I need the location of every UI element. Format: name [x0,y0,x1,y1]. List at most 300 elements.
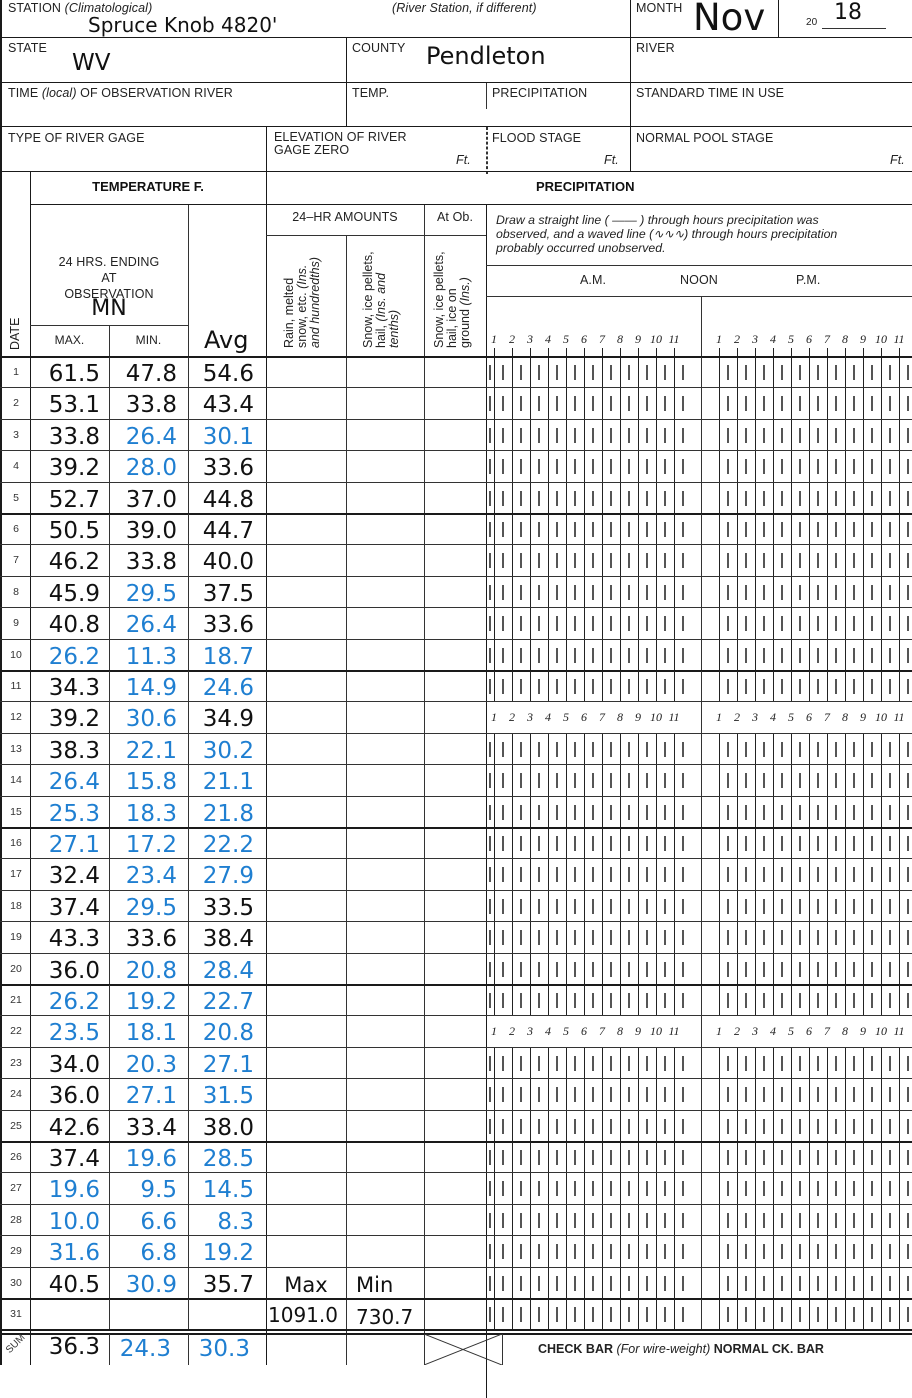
hour-cell-mark[interactable] [538,1119,540,1134]
hour-cell-mark[interactable] [889,679,891,694]
hour-cell-mark[interactable] [502,993,504,1008]
hour-cell-mark[interactable] [745,1276,747,1291]
hour-cell-mark[interactable] [907,428,909,443]
hour-cell-mark[interactable] [763,1150,765,1165]
hour-cell-mark[interactable] [664,1181,666,1196]
row-min-value[interactable]: 30.6 [125,706,177,733]
hour-cell-mark[interactable] [682,773,684,788]
hour-cell-mark[interactable] [817,459,819,474]
hour-cell-mark[interactable] [853,1056,855,1071]
hour-cell-mark[interactable] [853,836,855,851]
hour-cell-mark[interactable] [520,648,522,663]
hour-cell-mark[interactable] [727,1119,729,1134]
hour-cell-mark[interactable] [889,805,891,820]
hour-cell-mark[interactable] [682,396,684,411]
row-max-value[interactable]: 40.5 [48,1271,100,1298]
hour-cell-mark[interactable] [556,993,558,1008]
hour-cell-mark[interactable] [664,899,666,914]
hour-cell-mark[interactable] [520,459,522,474]
hour-cell-mark[interactable] [781,365,783,380]
observation-time-value[interactable]: MN [91,296,127,321]
hour-cell-mark[interactable] [745,428,747,443]
row-avg-value[interactable]: 14.5 [202,1177,254,1204]
row-min-value[interactable]: 29.5 [125,580,177,607]
hour-cell-mark[interactable] [574,993,576,1008]
hour-cell-mark[interactable] [682,1087,684,1102]
hour-cell-mark[interactable] [610,459,612,474]
hour-cell-mark[interactable] [538,962,540,977]
hour-cell-mark[interactable] [610,930,612,945]
hour-cell-mark[interactable] [489,459,491,474]
hour-cell-mark[interactable] [745,522,747,537]
hour-cell-mark[interactable] [664,553,666,568]
hour-cell-mark[interactable] [682,679,684,694]
hour-cell-mark[interactable] [781,1150,783,1165]
row-avg-value[interactable]: 19.2 [202,1240,254,1267]
hour-cell-mark[interactable] [592,679,594,694]
hour-cell-mark[interactable] [574,396,576,411]
hour-cell-mark[interactable] [592,742,594,757]
hour-cell-mark[interactable] [610,1181,612,1196]
hour-cell-mark[interactable] [682,648,684,663]
hour-cell-mark[interactable] [592,648,594,663]
row-avg-value[interactable]: 28.5 [202,1146,254,1172]
row-avg-value[interactable]: 28.4 [202,957,254,984]
hour-cell-mark[interactable] [556,836,558,851]
hour-cell-mark[interactable] [520,365,522,380]
hour-cell-mark[interactable] [763,585,765,600]
hour-cell-mark[interactable] [763,1244,765,1259]
hour-cell-mark[interactable] [646,648,648,663]
row-max-value[interactable]: 33.8 [48,423,100,450]
hour-cell-mark[interactable] [502,930,504,945]
hour-cell-mark[interactable] [907,616,909,631]
hour-cell-mark[interactable] [799,616,801,631]
hour-cell-mark[interactable] [835,522,837,537]
hour-cell-mark[interactable] [610,1119,612,1134]
hour-cell-mark[interactable] [610,365,612,380]
row-avg-value[interactable]: 24.6 [202,675,254,701]
row-max-value[interactable]: 36.0 [48,1083,100,1110]
hour-cell-mark[interactable] [646,867,648,882]
hour-cell-mark[interactable] [489,930,491,945]
row-avg-value[interactable]: 33.6 [202,455,254,482]
hour-cell-mark[interactable] [592,836,594,851]
hour-cell-mark[interactable] [907,1150,909,1165]
hour-cell-mark[interactable] [489,1244,491,1259]
hour-cell-mark[interactable] [502,1213,504,1228]
row-max-value[interactable]: 37.4 [48,894,100,921]
hour-cell-mark[interactable] [871,1213,873,1228]
hour-cell-mark[interactable] [592,1307,594,1322]
row-max-value[interactable]: 39.2 [48,706,100,733]
hour-cell-mark[interactable] [610,522,612,537]
hour-cell-mark[interactable] [682,867,684,882]
hour-cell-mark[interactable] [799,679,801,694]
hour-cell-mark[interactable] [889,930,891,945]
hour-cell-mark[interactable] [889,459,891,474]
hour-cell-mark[interactable] [520,930,522,945]
year-value[interactable]: 18 [834,0,862,25]
hour-cell-mark[interactable] [763,993,765,1008]
hour-cell-mark[interactable] [664,679,666,694]
row-min-value[interactable]: 18.1 [125,1020,177,1047]
hour-cell-mark[interactable] [682,1150,684,1165]
row-min-value[interactable]: 26.4 [125,423,177,450]
hour-cell-mark[interactable] [574,1276,576,1291]
row-avg-value[interactable]: 21.1 [202,769,254,796]
hour-cell-mark[interactable] [799,773,801,788]
hour-cell-mark[interactable] [628,930,630,945]
hour-cell-mark[interactable] [907,459,909,474]
hour-cell-mark[interactable] [907,365,909,380]
hour-cell-mark[interactable] [610,679,612,694]
hour-cell-mark[interactable] [489,1276,491,1291]
hour-cell-mark[interactable] [592,962,594,977]
hour-cell-mark[interactable] [799,1181,801,1196]
hour-cell-mark[interactable] [556,459,558,474]
hour-cell-mark[interactable] [646,1181,648,1196]
hour-cell-mark[interactable] [889,1213,891,1228]
hour-cell-mark[interactable] [502,553,504,568]
hour-cell-mark[interactable] [781,993,783,1008]
hour-cell-mark[interactable] [502,679,504,694]
hour-cell-mark[interactable] [871,365,873,380]
row-max-value[interactable]: 25.3 [48,800,100,827]
hour-cell-mark[interactable] [489,491,491,506]
hour-cell-mark[interactable] [489,1307,491,1322]
hour-cell-mark[interactable] [646,585,648,600]
hour-cell-mark[interactable] [682,993,684,1008]
hour-cell-mark[interactable] [610,993,612,1008]
hour-cell-mark[interactable] [907,585,909,600]
hour-cell-mark[interactable] [727,616,729,631]
hour-cell-mark[interactable] [628,773,630,788]
hour-cell-mark[interactable] [727,365,729,380]
hour-cell-mark[interactable] [489,396,491,411]
hour-cell-mark[interactable] [853,867,855,882]
hour-cell-mark[interactable] [556,742,558,757]
hour-cell-mark[interactable] [817,1276,819,1291]
hour-cell-mark[interactable] [907,993,909,1008]
hour-cell-mark[interactable] [745,1150,747,1165]
hour-cell-mark[interactable] [489,993,491,1008]
hour-cell-mark[interactable] [538,1244,540,1259]
hour-cell-mark[interactable] [489,428,491,443]
hour-cell-mark[interactable] [592,1056,594,1071]
hour-cell-mark[interactable] [871,585,873,600]
hour-cell-mark[interactable] [889,428,891,443]
hour-cell-mark[interactable] [520,1213,522,1228]
hour-cell-mark[interactable] [889,522,891,537]
hour-cell-mark[interactable] [682,1056,684,1071]
row-max-value[interactable]: 52.7 [48,486,100,513]
hour-cell-mark[interactable] [628,1244,630,1259]
hour-cell-mark[interactable] [907,1307,909,1322]
hour-cell-mark[interactable] [574,773,576,788]
hour-cell-mark[interactable] [781,396,783,411]
hour-cell-mark[interactable] [628,1150,630,1165]
hour-cell-mark[interactable] [835,679,837,694]
hour-cell-mark[interactable] [889,1244,891,1259]
hour-cell-mark[interactable] [502,491,504,506]
hour-cell-mark[interactable] [907,491,909,506]
row-avg-value[interactable]: 35.7 [202,1271,254,1298]
hour-cell-mark[interactable] [727,773,729,788]
hour-cell-mark[interactable] [682,1244,684,1259]
row-avg-value[interactable]: 44.7 [202,518,254,544]
hour-cell-mark[interactable] [574,1119,576,1134]
hour-cell-mark[interactable] [745,805,747,820]
hour-cell-mark[interactable] [664,773,666,788]
hour-cell-mark[interactable] [871,648,873,663]
hour-cell-mark[interactable] [817,1150,819,1165]
hour-cell-mark[interactable] [763,553,765,568]
hour-cell-mark[interactable] [628,585,630,600]
hour-cell-mark[interactable] [817,522,819,537]
hour-cell-mark[interactable] [799,1056,801,1071]
hour-cell-mark[interactable] [610,1276,612,1291]
hour-cell-mark[interactable] [610,616,612,631]
hour-cell-mark[interactable] [835,616,837,631]
hour-cell-mark[interactable] [817,428,819,443]
hour-cell-mark[interactable] [907,553,909,568]
hour-cell-mark[interactable] [781,1056,783,1071]
row-max-value[interactable]: 34.3 [48,675,100,701]
hour-cell-mark[interactable] [763,616,765,631]
hour-cell-mark[interactable] [610,867,612,882]
hour-cell-mark[interactable] [817,1213,819,1228]
hour-cell-mark[interactable] [610,1213,612,1228]
hour-cell-mark[interactable] [889,1307,891,1322]
hour-cell-mark[interactable] [727,585,729,600]
hour-cell-mark[interactable] [538,648,540,663]
hour-cell-mark[interactable] [745,553,747,568]
hour-cell-mark[interactable] [763,867,765,882]
hour-cell-mark[interactable] [628,396,630,411]
hour-cell-mark[interactable] [574,616,576,631]
hour-cell-mark[interactable] [871,679,873,694]
hour-cell-mark[interactable] [727,553,729,568]
hour-cell-mark[interactable] [610,1244,612,1259]
hour-cell-mark[interactable] [646,1213,648,1228]
hour-cell-mark[interactable] [853,773,855,788]
hour-cell-mark[interactable] [817,585,819,600]
hour-cell-mark[interactable] [574,867,576,882]
hour-cell-mark[interactable] [628,459,630,474]
hour-cell-mark[interactable] [610,1307,612,1322]
hour-cell-mark[interactable] [745,930,747,945]
hour-cell-mark[interactable] [646,993,648,1008]
hour-cell-mark[interactable] [853,1150,855,1165]
hour-cell-mark[interactable] [520,1307,522,1322]
row-max-value[interactable]: 61.5 [48,361,100,387]
hour-cell-mark[interactable] [646,773,648,788]
hour-cell-mark[interactable] [538,742,540,757]
hour-cell-mark[interactable] [538,1087,540,1102]
hour-cell-mark[interactable] [682,428,684,443]
hour-cell-mark[interactable] [763,648,765,663]
hour-cell-mark[interactable] [520,867,522,882]
hour-cell-mark[interactable] [502,1244,504,1259]
row-avg-value[interactable]: 33.6 [202,612,254,639]
hour-cell-mark[interactable] [871,867,873,882]
row-min-value[interactable]: 15.8 [125,769,177,796]
hour-cell-mark[interactable] [871,962,873,977]
row-max-value[interactable]: 40.8 [48,612,100,639]
hour-cell-mark[interactable] [853,1276,855,1291]
hour-cell-mark[interactable] [889,1276,891,1291]
hour-cell-mark[interactable] [646,679,648,694]
hour-cell-mark[interactable] [727,993,729,1008]
hour-cell-mark[interactable] [799,1244,801,1259]
hour-cell-mark[interactable] [574,742,576,757]
hour-cell-mark[interactable] [781,1307,783,1322]
hour-cell-mark[interactable] [682,616,684,631]
row-max-value[interactable]: 53.1 [48,392,100,419]
hour-cell-mark[interactable] [538,679,540,694]
hour-cell-mark[interactable] [817,1244,819,1259]
hour-cell-mark[interactable] [853,899,855,914]
hour-cell-mark[interactable] [646,616,648,631]
hour-cell-mark[interactable] [727,899,729,914]
hour-cell-mark[interactable] [745,648,747,663]
hour-cell-mark[interactable] [664,1276,666,1291]
hour-cell-mark[interactable] [835,396,837,411]
hour-cell-mark[interactable] [592,1181,594,1196]
hour-cell-mark[interactable] [853,553,855,568]
row-min-value[interactable]: 14.9 [125,675,177,701]
hour-cell-mark[interactable] [556,930,558,945]
row-min-value[interactable]: 19.6 [125,1146,177,1172]
hour-cell-mark[interactable] [592,1087,594,1102]
hour-cell-mark[interactable] [763,1056,765,1071]
hour-cell-mark[interactable] [574,679,576,694]
hour-cell-mark[interactable] [628,522,630,537]
row-max-value[interactable]: 37.4 [48,1146,100,1172]
hour-cell-mark[interactable] [745,396,747,411]
hour-cell-mark[interactable] [889,962,891,977]
hour-cell-mark[interactable] [817,805,819,820]
hour-cell-mark[interactable] [556,1150,558,1165]
hour-cell-mark[interactable] [781,648,783,663]
hour-cell-mark[interactable] [502,867,504,882]
hour-cell-mark[interactable] [538,522,540,537]
hour-cell-mark[interactable] [520,1276,522,1291]
hour-cell-mark[interactable] [889,396,891,411]
hour-cell-mark[interactable] [763,1087,765,1102]
hour-cell-mark[interactable] [628,1307,630,1322]
hour-cell-mark[interactable] [664,585,666,600]
row-max-value[interactable]: 45.9 [48,580,100,607]
hour-cell-mark[interactable] [628,742,630,757]
hour-cell-mark[interactable] [592,428,594,443]
hour-cell-mark[interactable] [556,1056,558,1071]
hour-cell-mark[interactable] [835,930,837,945]
row-avg-value[interactable]: 27.1 [202,1051,254,1078]
hour-cell-mark[interactable] [745,1087,747,1102]
hour-cell-mark[interactable] [889,648,891,663]
hour-cell-mark[interactable] [871,773,873,788]
hour-cell-mark[interactable] [538,491,540,506]
hour-cell-mark[interactable] [727,1213,729,1228]
hour-cell-mark[interactable] [628,491,630,506]
hour-cell-mark[interactable] [781,428,783,443]
row-min-value[interactable]: 19.2 [125,989,177,1015]
hour-cell-mark[interactable] [817,836,819,851]
hour-cell-mark[interactable] [574,1150,576,1165]
hour-cell-mark[interactable] [853,648,855,663]
hour-cell-mark[interactable] [556,1087,558,1102]
hour-cell-mark[interactable] [835,1119,837,1134]
hour-cell-mark[interactable] [502,648,504,663]
hour-cell-mark[interactable] [871,491,873,506]
hour-cell-mark[interactable] [763,365,765,380]
row-min-value[interactable]: 37.0 [125,486,177,513]
hour-cell-mark[interactable] [538,1181,540,1196]
hour-cell-mark[interactable] [817,742,819,757]
hour-cell-mark[interactable] [871,553,873,568]
hour-cell-mark[interactable] [727,491,729,506]
hour-cell-mark[interactable] [817,899,819,914]
hour-cell-mark[interactable] [835,585,837,600]
hour-cell-mark[interactable] [907,962,909,977]
hour-cell-mark[interactable] [799,836,801,851]
row-min-value[interactable]: 22.1 [125,737,177,764]
hour-cell-mark[interactable] [574,553,576,568]
hour-cell-mark[interactable] [781,1213,783,1228]
hour-cell-mark[interactable] [489,616,491,631]
hour-cell-mark[interactable] [538,867,540,882]
row-max-value[interactable]: 34.0 [48,1051,100,1078]
hour-cell-mark[interactable] [907,742,909,757]
hour-cell-mark[interactable] [835,491,837,506]
hour-cell-mark[interactable] [489,1181,491,1196]
hour-cell-mark[interactable] [907,1213,909,1228]
hour-cell-mark[interactable] [556,1276,558,1291]
hour-cell-mark[interactable] [610,1087,612,1102]
hour-cell-mark[interactable] [781,1181,783,1196]
hour-cell-mark[interactable] [489,522,491,537]
hour-cell-mark[interactable] [799,1276,801,1291]
hour-cell-mark[interactable] [871,993,873,1008]
row-max-value[interactable]: 42.6 [48,1114,100,1141]
hour-cell-mark[interactable] [727,1056,729,1071]
hour-cell-mark[interactable] [682,365,684,380]
hour-cell-mark[interactable] [763,428,765,443]
hour-cell-mark[interactable] [799,742,801,757]
hour-cell-mark[interactable] [835,553,837,568]
hour-cell-mark[interactable] [889,1087,891,1102]
hour-cell-mark[interactable] [889,365,891,380]
hour-cell-mark[interactable] [763,679,765,694]
hour-cell-mark[interactable] [592,365,594,380]
hour-cell-mark[interactable] [646,899,648,914]
hour-cell-mark[interactable] [763,1181,765,1196]
hour-cell-mark[interactable] [556,679,558,694]
hour-cell-mark[interactable] [574,1244,576,1259]
hour-cell-mark[interactable] [489,962,491,977]
hour-cell-mark[interactable] [520,836,522,851]
hour-cell-mark[interactable] [817,616,819,631]
hour-cell-mark[interactable] [664,428,666,443]
hour-cell-mark[interactable] [763,1307,765,1322]
hour-cell-mark[interactable] [889,1150,891,1165]
hour-cell-mark[interactable] [853,428,855,443]
hour-cell-mark[interactable] [489,867,491,882]
hour-cell-mark[interactable] [592,773,594,788]
row-min-value[interactable]: 33.4 [125,1114,177,1141]
